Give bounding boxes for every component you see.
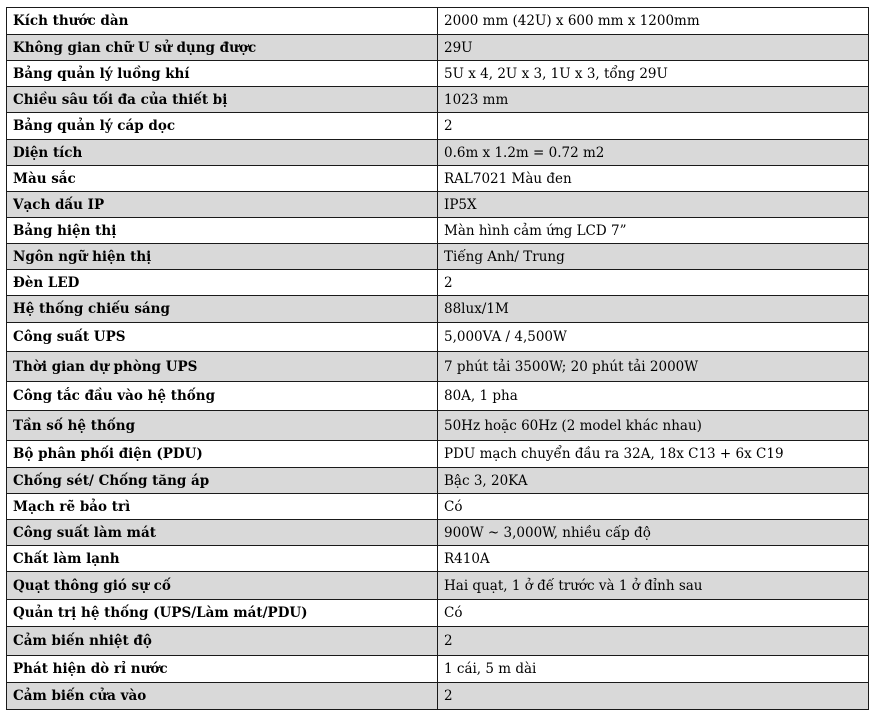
spec-label: Không gian chữ U sử dụng được	[7, 35, 438, 61]
table-row	[7, 494, 869, 520]
spec-label: Màu sắc	[7, 166, 438, 192]
spec-value: 1023 mm	[438, 87, 869, 113]
spec-value: R410A	[438, 546, 869, 572]
spec-value: 2	[438, 270, 869, 296]
spec-value: IP5X	[438, 192, 869, 218]
table-row	[7, 192, 869, 218]
spec-label: Quạt thông gió sự cố	[7, 572, 438, 600]
table-row	[7, 441, 869, 468]
table-row	[7, 244, 869, 270]
table-row	[7, 411, 869, 441]
spec-label: Mạch rẽ bảo trì	[7, 494, 438, 520]
spec-table	[6, 7, 869, 710]
spec-label: Bảng hiện thị	[7, 218, 438, 244]
spec-label: Quản trị hệ thống (UPS/Làm mát/PDU)	[7, 600, 438, 627]
spec-label: Hệ thống chiếu sáng	[7, 296, 438, 323]
spec-value: 900W ~ 3,000W, nhiều cấp độ	[438, 520, 869, 546]
spec-label: Chiều sâu tối đa của thiết bị	[7, 87, 438, 113]
table-row	[7, 683, 869, 710]
spec-value: 7 phút tải 3500W; 20 phút tải 2000W	[438, 352, 869, 382]
table-row	[7, 140, 869, 166]
spec-label: Cảm biến cửa vào	[7, 683, 438, 710]
spec-label: Ngôn ngữ hiện thị	[7, 244, 438, 270]
table-row	[7, 296, 869, 323]
spec-value: 2000 mm (42U) x 600 mm x 1200mm	[438, 8, 869, 35]
table-row	[7, 520, 869, 546]
spec-label: Chống sét/ Chống tăng áp	[7, 468, 438, 494]
table-row	[7, 656, 869, 683]
spec-value: Có	[438, 600, 869, 627]
table-row	[7, 61, 869, 87]
spec-label: Chất làm lạnh	[7, 546, 438, 572]
spec-label: Bảng quản lý luồng khí	[7, 61, 438, 87]
spec-value: 88lux/1M	[438, 296, 869, 323]
spec-label: Tần số hệ thống	[7, 411, 438, 441]
table-row	[7, 323, 869, 352]
spec-label: Công suất làm mát	[7, 520, 438, 546]
spec-label: Đèn LED	[7, 270, 438, 296]
spec-value: 2	[438, 113, 869, 140]
spec-value: RAL7021 Màu đen	[438, 166, 869, 192]
spec-label: Diện tích	[7, 140, 438, 166]
spec-label: Kích thước dàn	[7, 8, 438, 35]
table-row	[7, 113, 869, 140]
table-row	[7, 166, 869, 192]
table-row	[7, 218, 869, 244]
table-row	[7, 35, 869, 61]
spec-value: PDU mạch chuyển đầu ra 32A, 18x C13 + 6x C19	[438, 441, 869, 468]
spec-value: 50Hz hoặc 60Hz (2 model khác nhau)	[438, 411, 869, 441]
spec-label: Công tắc đầu vào hệ thống	[7, 382, 438, 411]
spec-value: 5,000VA / 4,500W	[438, 323, 869, 352]
spec-value: 5U x 4, 2U x 3, 1U x 3, tổng 29U	[438, 61, 869, 87]
spec-label: Cảm biến nhiệt độ	[7, 627, 438, 656]
spec-value: 2	[438, 627, 869, 656]
table-row	[7, 600, 869, 627]
spec-label: Phát hiện dò rỉ nước	[7, 656, 438, 683]
table-row	[7, 87, 869, 113]
spec-table-body	[7, 8, 869, 710]
table-row	[7, 270, 869, 296]
spec-label: Vạch dấu IP	[7, 192, 438, 218]
spec-value: Hai quạt, 1 ở đế trước và 1 ở đỉnh sau	[438, 572, 869, 600]
spec-value: Có	[438, 494, 869, 520]
spec-value: 1 cái, 5 m dài	[438, 656, 869, 683]
table-row	[7, 382, 869, 411]
table-row	[7, 468, 869, 494]
spec-value: 0.6m x 1.2m = 0.72 m2	[438, 140, 869, 166]
table-row	[7, 8, 869, 35]
spec-value: 29U	[438, 35, 869, 61]
spec-value: Màn hình cảm ứng LCD 7”	[438, 218, 869, 244]
table-row	[7, 546, 869, 572]
spec-label: Bộ phân phối điện (PDU)	[7, 441, 438, 468]
spec-label: Thời gian dự phòng UPS	[7, 352, 438, 382]
spec-value: Tiếng Anh/ Trung	[438, 244, 869, 270]
spec-value: 80A, 1 pha	[438, 382, 869, 411]
spec-label: Bảng quản lý cáp dọc	[7, 113, 438, 140]
table-row	[7, 627, 869, 656]
spec-label: Công suất UPS	[7, 323, 438, 352]
table-row	[7, 352, 869, 382]
table-row	[7, 572, 869, 600]
spec-value: 2	[438, 683, 869, 710]
spec-value: Bậc 3, 20KA	[438, 468, 869, 494]
